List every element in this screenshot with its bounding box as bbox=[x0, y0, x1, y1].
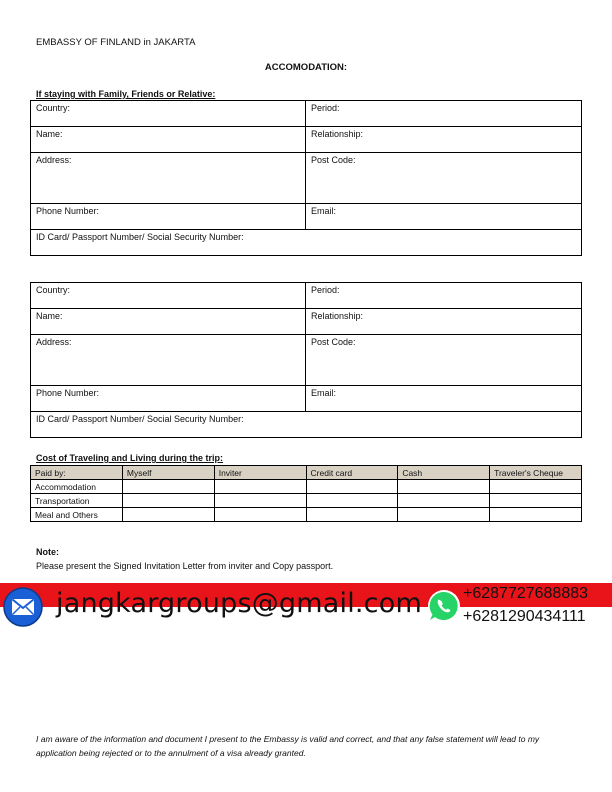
cell-checkbox[interactable] bbox=[306, 508, 398, 522]
table-row bbox=[31, 508, 582, 522]
phone-label: Phone Number: bbox=[36, 206, 100, 216]
declaration-text: I am aware of the information and document I present to the Embassy is valid and correct, and that any false statement will lead to my application being rejected or to the annulment of a visa already granted. bbox=[36, 734, 540, 758]
country-field[interactable] bbox=[31, 101, 306, 127]
cell-checkbox[interactable] bbox=[398, 508, 490, 522]
note-label: Note: bbox=[36, 547, 59, 557]
cell-checkbox[interactable] bbox=[122, 494, 214, 508]
post-code-label: Post Code: bbox=[311, 337, 356, 347]
email-label: Email: bbox=[311, 388, 337, 398]
row-label-meal: Meal and Others bbox=[31, 508, 123, 522]
cost-table-header bbox=[31, 466, 582, 480]
cell-checkbox[interactable] bbox=[398, 480, 490, 494]
cell-checkbox[interactable] bbox=[490, 494, 582, 508]
col-inviter: Inviter bbox=[214, 466, 306, 480]
name-field[interactable] bbox=[31, 127, 306, 153]
host-form-1 bbox=[30, 100, 582, 256]
country-label: Country: bbox=[36, 103, 71, 113]
address-label: Address: bbox=[36, 155, 72, 165]
contact-email[interactable]: jangkargroups@gmail.com bbox=[56, 588, 422, 619]
mail-icon bbox=[3, 587, 43, 627]
relationship-field[interactable] bbox=[306, 309, 582, 335]
col-credit-card: Credit card bbox=[306, 466, 398, 480]
post-code-field[interactable] bbox=[306, 335, 582, 386]
embassy-name: EMBASSY OF FINLAND in JAKARTA bbox=[36, 37, 196, 48]
id-number-field[interactable] bbox=[31, 412, 582, 438]
relationship-label: Relationship: bbox=[311, 311, 364, 321]
section-heading-cost: Cost of Traveling and Living during the trip: bbox=[36, 453, 224, 463]
cell-checkbox[interactable] bbox=[490, 480, 582, 494]
period-field[interactable] bbox=[306, 283, 582, 309]
col-travelers-cheque: Traveler's Cheque bbox=[490, 466, 582, 480]
id-number-field[interactable] bbox=[31, 230, 582, 256]
post-code-label: Post Code: bbox=[311, 155, 356, 165]
address-label: Address: bbox=[36, 337, 72, 347]
col-cash: Cash bbox=[398, 466, 490, 480]
whatsapp-icon bbox=[427, 589, 461, 623]
cell-checkbox[interactable] bbox=[122, 508, 214, 522]
cost-table bbox=[30, 465, 582, 522]
cell-checkbox[interactable] bbox=[214, 494, 306, 508]
email-field[interactable] bbox=[306, 204, 582, 230]
phone-field[interactable] bbox=[31, 204, 306, 230]
relationship-label: Relationship: bbox=[311, 129, 364, 139]
relationship-field[interactable] bbox=[306, 127, 582, 153]
post-code-field[interactable] bbox=[306, 153, 582, 204]
table-row bbox=[31, 494, 582, 508]
address-field[interactable] bbox=[31, 153, 306, 204]
row-label-transportation: Transportation bbox=[31, 494, 123, 508]
period-label: Period: bbox=[311, 103, 340, 113]
note-text: Please present the Signed Invitation Letter from inviter and Copy passport. bbox=[36, 561, 334, 571]
cell-checkbox[interactable] bbox=[214, 480, 306, 494]
contact-phone-1[interactable]: +6287727688883 bbox=[463, 585, 589, 602]
name-label: Name: bbox=[36, 129, 63, 139]
name-field[interactable] bbox=[31, 309, 306, 335]
page-title: ACCOMODATION: bbox=[264, 62, 348, 73]
email-label: Email: bbox=[311, 206, 337, 216]
col-paid-by: Paid by: bbox=[31, 466, 123, 480]
period-label: Period: bbox=[311, 285, 340, 295]
phone-field[interactable] bbox=[31, 386, 306, 412]
cell-checkbox[interactable] bbox=[398, 494, 490, 508]
cell-checkbox[interactable] bbox=[306, 480, 398, 494]
host-form-2 bbox=[30, 282, 582, 438]
country-field[interactable] bbox=[31, 283, 306, 309]
row-label-accommodation: Accommodation bbox=[31, 480, 123, 494]
address-field[interactable] bbox=[31, 335, 306, 386]
col-myself: Myself bbox=[122, 466, 214, 480]
id-number-label: ID Card/ Passport Number/ Social Security Number: bbox=[36, 232, 244, 242]
cell-checkbox[interactable] bbox=[306, 494, 398, 508]
cell-checkbox[interactable] bbox=[122, 480, 214, 494]
phone-label: Phone Number: bbox=[36, 388, 100, 398]
section-heading-family: If staying with Family, Friends or Relative: bbox=[36, 89, 216, 99]
contact-phone-2[interactable]: +6281290434111 bbox=[463, 608, 586, 625]
id-number-label: ID Card/ Passport Number/ Social Security Number: bbox=[36, 414, 244, 424]
country-label: Country: bbox=[36, 285, 71, 295]
cell-checkbox[interactable] bbox=[214, 508, 306, 522]
name-label: Name: bbox=[36, 311, 63, 321]
period-field[interactable] bbox=[306, 101, 582, 127]
email-field[interactable] bbox=[306, 386, 582, 412]
table-row bbox=[31, 480, 582, 494]
cell-checkbox[interactable] bbox=[490, 508, 582, 522]
